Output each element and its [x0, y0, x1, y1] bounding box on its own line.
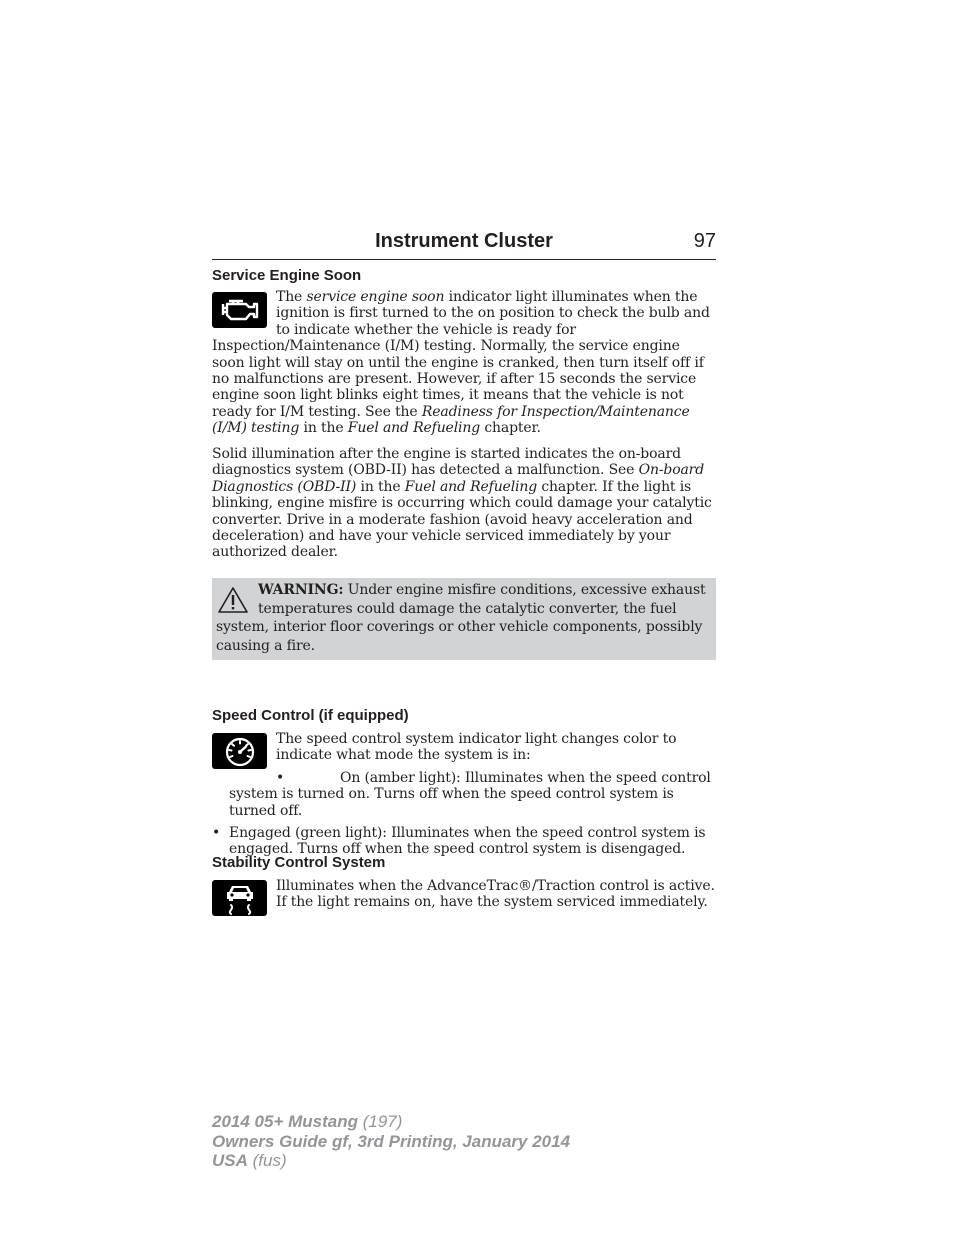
warning-triangle-icon	[217, 586, 249, 614]
speed-control-intro: The speed control system indicator light changes color to indicate what mode the system is in:	[276, 731, 677, 764]
bullet: •	[276, 769, 285, 786]
speed-control-section	[212, 731, 716, 858]
page-footer	[212, 1112, 570, 1171]
speedometer-icon	[212, 733, 267, 769]
page-header	[212, 228, 716, 260]
speed-control-heading: Speed Control (if equipped)	[212, 707, 409, 724]
warning-label: WARNING:	[258, 582, 344, 598]
warning-text: WARNING: Under engine misfire conditions, excessive exhaust temperatures could damage the catalytic converter, the fuel system, interior floor coverings or other vehicle components, possibly causing a fire.	[216, 582, 706, 654]
list-item: • Engaged (green light): Illuminates when the speed control system is engaged. Turns off when the speed control system is disengaged.	[212, 825, 706, 858]
list-item: • On (amber light): Illuminates when the speed control system is turned on. Turns off when the speed control system is turned off.	[229, 769, 711, 819]
footer-line-1: 2014 05+ Mustang (197)	[212, 1112, 403, 1131]
page-number: 97	[693, 230, 716, 252]
chapter-title: Instrument Cluster	[375, 230, 553, 252]
stability-control-heading: Stability Control System	[212, 854, 386, 871]
skidding-car-icon	[212, 880, 267, 916]
check-engine-icon	[212, 292, 267, 328]
warning-box	[212, 578, 716, 660]
stability-control-text: Illuminates when the AdvanceTrac®/Traction control is active. If the light remains on, have the system serviced immediately.	[276, 878, 715, 911]
service-engine-soon-paragraph-1: The service engine soon indicator light illuminates when the ignition is first turned to the on position to check the bulb and to indicate whether the vehicle is ready for Inspection/Maintenance (I/M) testing. Normally, the service engine soon light will stay on until the engine is cranked, then turn itself off if no malfunctions are present. However, if after 15 seconds the service engine soon light blinks eight times, it means that the vehicle is not ready for I/M testing. See the Readiness for Inspection/Maintenance (I/M) testing in the Fuel and Refueling chapter.	[212, 289, 710, 437]
bullet: •	[212, 825, 221, 842]
service-engine-soon-section-2	[212, 446, 716, 561]
stability-control-section	[212, 878, 716, 918]
page	[212, 228, 716, 911]
footer-line-3: USA (fus)	[212, 1151, 287, 1170]
service-engine-soon-heading: Service Engine Soon	[212, 267, 362, 284]
service-engine-soon-paragraph-2: Solid illumination after the engine is started indicates the on-board diagnostics system (OBD-II) has detected a malfunction. See On-board Diagnostics (OBD-II) in the Fuel and Refueling chapter. If the light is blinking, engine misfire is occurring which could damage your catalytic converter. Drive in a moderate fashion (avoid heavy acceleration and deceleration) and have your vehicle serviced immediately by your authorized dealer.	[212, 446, 712, 561]
service-engine-soon-section	[212, 289, 716, 437]
footer-line-2: Owners Guide gf, 3rd Printing, January 2014	[212, 1131, 571, 1151]
